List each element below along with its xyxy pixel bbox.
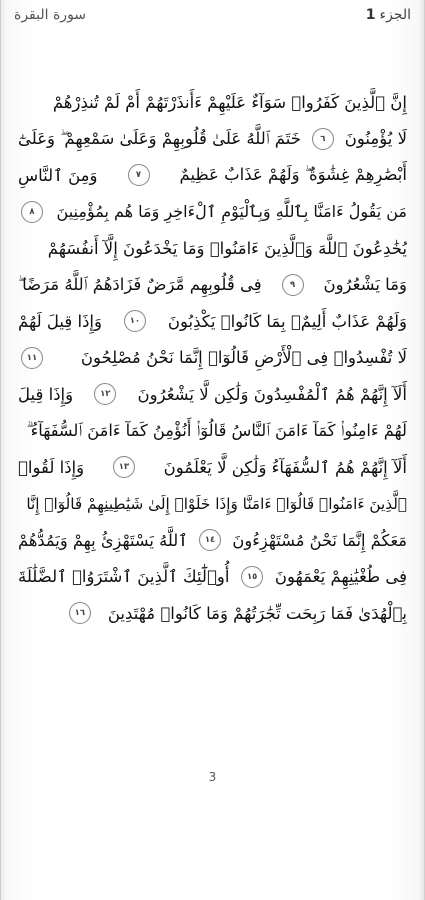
surah-name: سورة البقرة [14, 7, 87, 23]
verse-text: أُو۟لَٰٓئِكَ ٱلَّذِينَ ٱشْتَرَوُا۟ ٱلضَّلَٰلَةَ [18, 567, 230, 587]
verse-text: مَن يَقُولُ ءَامَنَّا بِٱللَّهِ وَبِٱلْيَوْمِ ٱلْءَاخِرِ وَمَا هُم بِمُؤْمِنِينَ [56, 202, 407, 222]
text-line [18, 595, 407, 632]
verse-text: وَإِذَا قِيلَ لَهُمْ [18, 311, 102, 331]
juz-number: 1 [365, 7, 376, 23]
verse-text: وَمَا يَشْعُرُونَ [323, 275, 407, 295]
ayah-number-marker: ١٢ [94, 383, 116, 405]
verse-text: لَا يُؤْمِنُونَ [344, 129, 407, 149]
verse-text: بِٱلْهُدَىٰ فَمَا رَبِحَت تِّجَٰرَتُهُمْ وَمَا كَانُوا۟ مُهْتَدِينَ [107, 603, 407, 623]
text-line [18, 340, 407, 377]
text-line [18, 157, 407, 194]
ayah-number-marker: ٩ [282, 274, 304, 296]
ayah-number-marker: ١٦ [69, 602, 91, 624]
text-line [18, 413, 407, 450]
page-number: 3 [208, 770, 217, 784]
page-header [14, 4, 411, 26]
text-line [18, 84, 407, 121]
verse-text: إِنَّ ٱلَّذِينَ كَفَرُوا۟ سَوَآءٌ عَلَيْهِمْ ءَأَنذَرْتَهُمْ أَمْ لَمْ تُنذِرْهُمْ [52, 92, 407, 112]
verse-text: ٱلَّذِينَ ءَامَنُوا۟ قَالُوٓا۟ ءَامَنَّا وَإِذَا خَلَوْا۟ إِلَىٰ شَيَٰطِينِهِمْ قَالُوٓا۟ إِنَّا [26, 494, 407, 513]
ayah-number-marker: ١٠ [124, 310, 146, 332]
text-line [18, 230, 407, 267]
text-line [18, 267, 407, 304]
verse-text: وَإِذَا قِيلَ [18, 384, 74, 404]
verse-text: أَلَآ إِنَّهُمْ هُمُ ٱلسُّفَهَآءُ وَلَٰكِن لَّا يَعْلَمُونَ [163, 457, 407, 477]
ayah-number-marker: ٨ [21, 201, 43, 223]
text-line [18, 522, 407, 559]
text-line [18, 121, 407, 158]
verse-text: أَبْصَٰرِهِمْ غِشَٰوَةٌ ۖ وَلَهُمْ عَذَابٌ عَظِيمٌ [179, 165, 407, 185]
verse-text: فِى قُلُوبِهِم مَّرَضٌ فَزَادَهُمُ ٱللَّهُ مَرَضًا ۖ [18, 274, 262, 294]
ayah-number-marker: ٦ [312, 128, 334, 150]
juz-label: الجزء [379, 7, 411, 23]
verse-text: أَلَآ إِنَّهُمْ هُمُ ٱلْمُفْسِدُونَ وَلَٰكِن لَّا يَشْعُرُونَ [137, 384, 407, 404]
verse-text: وَإِذَا لَقُوا۟ [18, 457, 85, 477]
verse-text: وَمِنَ ٱلنَّاسِ [18, 165, 98, 185]
verse-text: لَهُمْ ءَامِنُوا۟ كَمَآ ءَامَنَ ٱلنَّاسُ قَالُوٓا۟ أَنُؤْمِنُ كَمَآ ءَامَنَ ٱلسُّفَهَآءُ ۗ [26, 420, 407, 440]
ayah-number-marker: ١٣ [113, 456, 135, 478]
verse-text: لَا تُفْسِدُوا۟ فِى ٱلْأَرْضِ قَالُوٓا۟ إِنَّمَا نَحْنُ مُصْلِحُونَ [80, 348, 407, 368]
verse-text: فِى طُغْيَٰنِهِمْ يَعْمَهُونَ [274, 567, 407, 587]
verse-text: خَتَمَ ٱللَّهُ عَلَىٰ قُلُوبِهِمْ وَعَلَىٰ سَمْعِهِمْ ۖ وَعَلَىٰٓ [18, 128, 301, 148]
verse-text: مَعَكُمْ إِنَّمَا نَحْنُ مُسْتَهْزِءُونَ [232, 530, 407, 550]
ayah-number-marker: ١٤ [199, 529, 221, 551]
verse-text: وَلَهُمْ عَذَابٌ أَلِيمٌۢ بِمَا كَانُوا۟ يَكْذِبُونَ [167, 311, 407, 331]
ayah-number-marker: ٧ [128, 164, 150, 186]
page-edge-left [0, 0, 1, 900]
text-line [18, 559, 407, 596]
text-line [18, 486, 407, 523]
verse-text: يُخَٰدِعُونَ ٱللَّهَ وَٱلَّذِينَ ءَامَنُوا۟ وَمَا يَخْدَعُونَ إِلَّآ أَنفُسَهُمْ [47, 238, 407, 258]
verse-text: ٱللَّهُ يَسْتَهْزِئُ بِهِمْ وَيَمُدُّهُمْ [18, 530, 188, 550]
ayah-number-marker: ١١ [21, 347, 43, 369]
quran-text [18, 84, 407, 632]
text-line [18, 449, 407, 486]
text-line [18, 303, 407, 340]
ayah-number-marker: ١٥ [241, 566, 263, 588]
juz-indicator [366, 7, 411, 23]
text-line [18, 376, 407, 413]
text-line [18, 194, 407, 231]
